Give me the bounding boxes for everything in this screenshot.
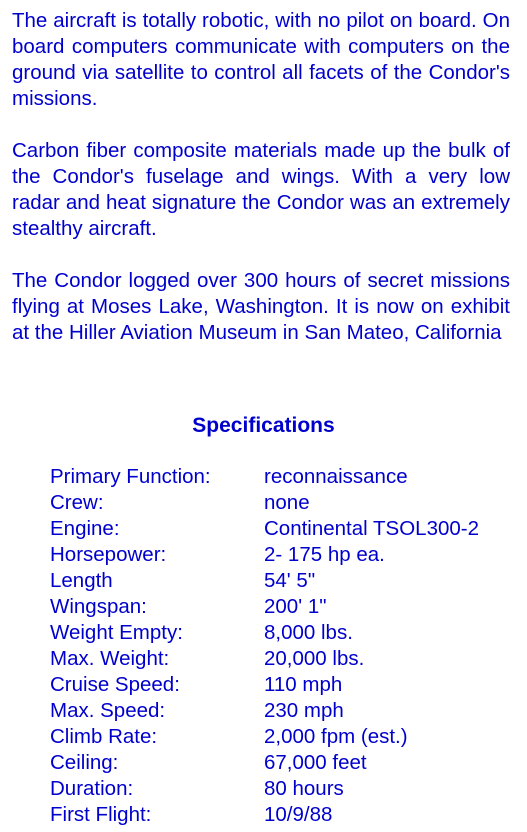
- spec-value: 67,000 feet: [264, 751, 367, 774]
- spec-row: [50, 724, 520, 750]
- spec-row: [50, 516, 520, 542]
- spec-value: 8,000 lbs.: [264, 621, 353, 644]
- spec-label: Engine:: [50, 517, 120, 540]
- spec-row: [50, 464, 520, 490]
- spec-value: 200' 1": [264, 595, 327, 618]
- spec-label: Max. Weight:: [50, 647, 170, 670]
- description-text: [12, 8, 510, 372]
- spec-label: Max. Speed:: [50, 699, 166, 722]
- spec-row: [50, 542, 520, 568]
- spec-label: Wingspan:: [50, 595, 147, 618]
- specifications-title: Specifications: [192, 414, 335, 437]
- paragraph-robotic: The aircraft is totally robotic, with no pilot on board. On board computers communicate with computers on the ground via satellite to control all facets of the Condor's missions.: [12, 9, 510, 110]
- paragraph-materials: Carbon fiber composite materials made up the bulk of the Condor's fuselage and wings. With a very low radar and heat signature the Condor was an extremely stealthy aircraft.: [12, 139, 510, 240]
- spec-value: reconnaissance: [264, 465, 408, 488]
- spec-label: Crew:: [50, 491, 104, 514]
- spec-label: Horsepower:: [50, 543, 167, 566]
- spec-row: [50, 568, 520, 594]
- spec-value: 2- 175 hp ea.: [264, 543, 385, 566]
- specifications-table: [50, 464, 520, 828]
- spec-value: 10/9/88: [264, 803, 333, 826]
- spec-label: Weight Empty:: [50, 621, 183, 644]
- paragraph-history: The Condor logged over 300 hours of secret missions flying at Moses Lake, Washington. It is now on exhibit at the Hiller Aviation Museum in San Mateo, California: [12, 269, 510, 344]
- spec-label: Climb Rate:: [50, 725, 158, 748]
- spec-row: [50, 698, 520, 724]
- spec-label: Length: [50, 569, 113, 592]
- spec-value: 20,000 lbs.: [264, 647, 365, 670]
- spec-row: [50, 594, 520, 620]
- spec-label: Cruise Speed:: [50, 673, 180, 696]
- spec-row: [50, 750, 520, 776]
- spec-label: Primary Function:: [50, 465, 211, 488]
- spec-value: 110 mph: [264, 673, 343, 696]
- spec-label: Duration:: [50, 777, 134, 800]
- spec-row: [50, 620, 520, 646]
- spec-row: [50, 776, 520, 802]
- spec-row: [50, 646, 520, 672]
- spec-row: [50, 802, 520, 828]
- spec-value: Continental TSOL300-2: [264, 517, 480, 540]
- spec-value: 2,000 fpm (est.): [264, 725, 408, 748]
- spec-value: 80 hours: [264, 777, 344, 800]
- spec-label: First Flight:: [50, 803, 152, 826]
- spec-value: none: [264, 491, 310, 514]
- spec-label: Ceiling:: [50, 751, 119, 774]
- spec-value: 230 mph: [264, 699, 344, 722]
- spec-row: [50, 490, 520, 516]
- spec-value: 54' 5": [264, 569, 316, 592]
- spec-row: [50, 672, 520, 698]
